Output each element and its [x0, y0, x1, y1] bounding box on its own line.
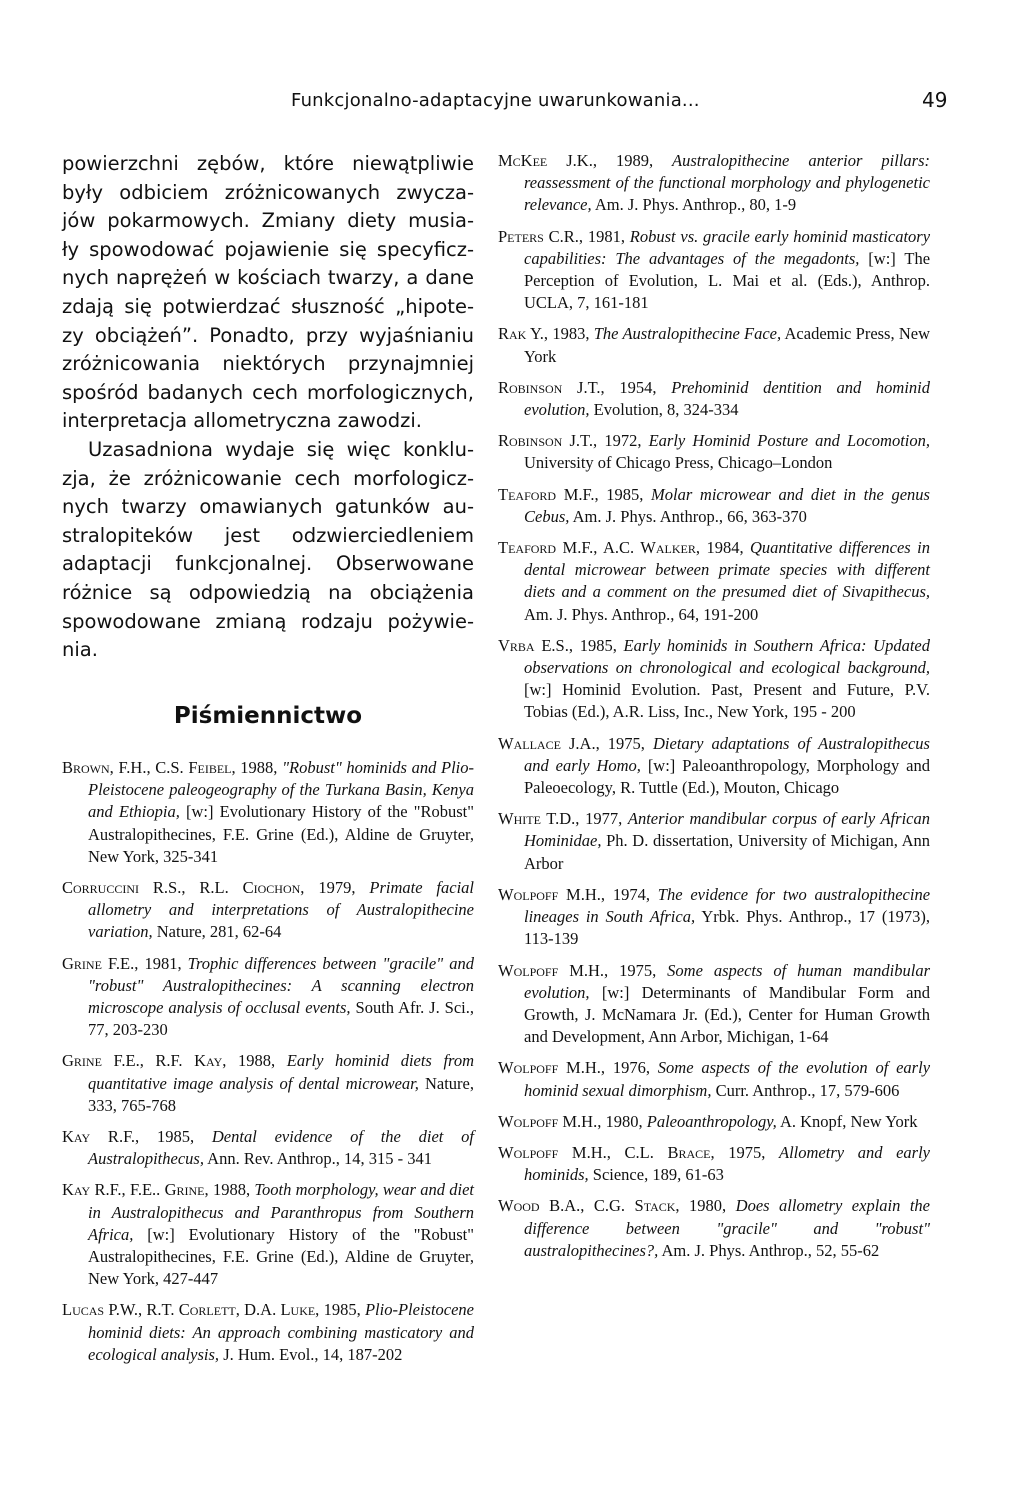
text-line: nych naprężeń w kościach twarzy, a dane — [62, 266, 474, 290]
reference-entry — [498, 960, 930, 1049]
reference-year: 1977, — [585, 809, 623, 829]
reference-title: Some aspects of human mandibular evolution, — [524, 960, 930, 1002]
reference-entry — [498, 1195, 930, 1262]
reference-year: 1985, — [606, 484, 644, 504]
reference-authors: White T.D., — [498, 809, 580, 829]
reference-source: [w:] Determinants of Mandibular Form and Growth, J. McNamara Jr. (Ed.), Center for Human Growth and Development, Ann Arbor, Michigan, 1-64 — [524, 982, 930, 1047]
text-line: zdają się potwierdzać słuszność „hipote- — [62, 294, 474, 318]
reference-source: [w:] The Perception of Evolution, L. Mai et al. (Eds.), Anthrop. UCLA, 7, 161-181 — [524, 248, 931, 313]
reference-title: Australopithecine anterior pillars: reassessment of the functional morphology and phylogenetic relevance, — [524, 151, 930, 215]
reference-authors: Grine F.E., R.F. Kay, — [62, 1051, 227, 1071]
reference-year: 1985, — [323, 1300, 361, 1320]
text-line: powierzchni zębów, które niewątpliwie — [62, 152, 474, 175]
running-title: Funkcjonalno-adaptacyjne uwarunkowania... — [291, 90, 700, 111]
reference-source: Am. J. Phys. Anthrop., 80, 1-9 — [594, 195, 797, 215]
reference-title: Allometry and early hominids, — [524, 1142, 931, 1185]
reference-entry — [498, 484, 930, 528]
reference-year: 1972, — [604, 431, 642, 451]
reference-entry — [498, 150, 930, 217]
reference-source: Science, 189, 61-63 — [592, 1165, 724, 1185]
reference-year: 1975, — [619, 960, 657, 980]
reference-authors: Kay R.F., F.E.. Grine, — [62, 1180, 209, 1200]
text-line: zy obciążeń”. Ponadto, przy wyjaśnianiu — [62, 323, 474, 347]
reference-entry — [62, 1179, 474, 1290]
reference-title: Plio-Pleistocene hominid diets: An approach combining masticatory and ecological analysis, — [88, 1300, 475, 1364]
reference-source: Ph. D. dissertation, University of Michigan, Ann Arbor — [524, 831, 930, 873]
reference-authors: Rak Y., — [498, 324, 549, 344]
reference-title: Quantitative differences in dental microwear between primate species with different diets and a comment on the presumed diet of Sivapithecus, — [524, 538, 930, 602]
reference-source: [w:] Evolutionary History of the "Robust" Australopithecines, F.E. Grine (Ed.), Aldine de Gruyter, New York, 325-341 — [88, 802, 475, 866]
reference-title: Early hominids in Southern Africa: Updated observations on chronological and ecological background, — [524, 635, 931, 678]
references-right-column — [498, 150, 930, 1271]
reference-entry — [498, 884, 930, 951]
reference-title: The Australopithecine Face, — [593, 324, 782, 344]
reference-year: 1985, — [579, 635, 617, 655]
reference-year: 1988, — [212, 1180, 251, 1200]
reference-authors: Wolpoff M.H., C.L. Brace, — [498, 1142, 715, 1162]
reference-entry — [498, 733, 930, 800]
reference-entry — [498, 1057, 930, 1101]
reference-entry — [62, 953, 474, 1042]
reference-authors: Teaford M.F., A.C. Walker, — [498, 538, 700, 558]
reference-year: 1983, — [552, 324, 590, 344]
reference-authors: Wolpoff M.H., — [498, 1058, 606, 1078]
page-number: 49 — [922, 88, 948, 112]
reference-source: [w:] Evolutionary History of the "Robust" Australopithecines, F.E. Grine (Ed.), Aldine de Gruyter, New York, 427-447 — [88, 1224, 474, 1289]
reference-authors: Peters C.R., — [498, 226, 584, 246]
reference-authors: Brown, F.H., C.S. Feibel, — [62, 758, 236, 777]
reference-title: Molar microwear and diet in the genus Cebus, — [524, 484, 930, 526]
reference-source: Nature, 333, 765-768 — [88, 1073, 475, 1115]
reference-title: Tooth morphology, wear and diet in Australopithecus and Paranthropus from Southern Africa, — [88, 1180, 475, 1244]
reference-title: Early Hominid Posture and Locomotion, — [648, 431, 931, 451]
reference-entry — [498, 323, 930, 367]
text-line: nia. — [62, 638, 98, 662]
text-line: stralopiteków jest odzwierciedleniem — [62, 523, 474, 547]
reference-year: 1989, — [615, 151, 654, 170]
reference-source: University of Chicago Press, Chicago–London — [524, 453, 833, 473]
reference-authors: Wolpoff M.H., — [498, 884, 606, 904]
text-line: Uzasadniona wydaje się więc konklu- — [88, 437, 474, 461]
reference-title: Dietary adaptations of Australopithecus and early Homo, — [524, 733, 930, 775]
reference-title: Early hominid diets from quantitative image analysis of dental microwear, — [88, 1051, 475, 1093]
text-line: nych twarzy omawianych gatunków au- — [62, 495, 474, 519]
reference-year: 1979, — [318, 878, 356, 898]
reference-authors: Wallace J.A., — [498, 733, 600, 753]
reference-authors: Wolpoff M.H., — [498, 1111, 602, 1131]
reference-year: 1988, — [238, 1051, 276, 1071]
reference-source: Am. J. Phys. Anthrop., 66, 363-370 — [572, 506, 807, 526]
reference-authors: Robinson J.T., — [498, 431, 598, 451]
text-line: były odbiciem zróżnicowanych zwycza- — [62, 180, 474, 204]
reference-year: 1974, — [612, 884, 650, 904]
reference-entry — [62, 1050, 474, 1117]
reference-source: Evolution, 8, 324-334 — [593, 400, 739, 420]
text-line: zja, że zróżnicowanie cech morfologicz- — [62, 466, 474, 490]
reference-source: Academic Press, New York — [524, 324, 931, 366]
reference-year: 1981, — [144, 953, 182, 973]
reference-source: A. Knopf, New York — [779, 1111, 918, 1131]
reference-authors: Vrba E.S., — [498, 635, 573, 655]
reference-authors: Robinson J.T., — [498, 377, 605, 397]
reference-title: "Robust" hominids and Plio-Pleistocene paleogeography of the Turkana Basin, Kenya and Ethiopia, — [88, 758, 474, 822]
section-title: Piśmiennictwo — [173, 703, 363, 729]
reference-source: Am. J. Phys. Anthrop., 52, 55-62 — [661, 1240, 880, 1260]
reference-entry — [62, 1299, 474, 1366]
reference-source: Ann. Rev. Anthrop., 14, 315 - 341 — [207, 1149, 433, 1169]
reference-title: Robust vs. gracile early hominid masticatory capabilities: The advantages of the megadonts, — [524, 226, 931, 268]
reference-authors: Grine F.E., — [62, 953, 139, 973]
reference-title: Does allometry explain the difference between "gracile" and "robust" australopithecines?, — [524, 1196, 931, 1260]
reference-entry — [498, 1111, 930, 1133]
reference-authors: Kay R.F., — [62, 1127, 140, 1147]
reference-entry — [498, 537, 930, 626]
reference-title: Anterior mandibular corpus of early African Hominidae, — [524, 809, 931, 851]
reference-title: Dental evidence of the diet of Australopithecus, — [88, 1127, 475, 1169]
reference-title: The evidence for two australopithecine lineages in South Africa, — [524, 884, 931, 927]
reference-source: Curr. Anthrop., 17, 579-606 — [715, 1080, 900, 1100]
reference-entry — [498, 635, 930, 724]
reference-source: [w:] Hominid Evolution. Past, Present and Future, P.V. Tobias (Ed.), A.R. Liss, Inc., New York, 195 - 200 — [524, 680, 930, 722]
reference-title: Some aspects of the evolution of early hominid sexual dimorphism, — [524, 1058, 931, 1100]
reference-year: 1980, — [605, 1111, 643, 1131]
reference-source: Am. J. Phys. Anthrop., 64, 191-200 — [524, 604, 759, 624]
body-paragraph-1 — [62, 150, 474, 436]
reference-entry — [498, 226, 930, 315]
reference-year: 1976, — [612, 1058, 650, 1078]
reference-authors: Lucas P.W., R.T. Corlett, D.A. Luke, — [62, 1300, 320, 1320]
reference-title: Paleoanthropology, — [646, 1111, 777, 1131]
reference-year: 1975, — [607, 733, 645, 753]
reference-year: 1984, — [706, 538, 744, 558]
text-line: zróżnicowania niektórych przynajmniej — [62, 352, 474, 376]
reference-title: Trophic differences between "gracile" and "robust" Australopithecines: A scanning electron microscope analysis of occlusal events, — [88, 953, 474, 1018]
reference-title: Prehominid dentition and hominid evolution, — [524, 377, 931, 420]
reference-entry — [62, 757, 474, 868]
reference-year: 1981, — [587, 226, 625, 246]
reference-authors: Wolpoff M.H., — [498, 960, 609, 980]
reference-source: South Afr. J. Sci., 77, 203-230 — [88, 998, 474, 1040]
text-line: spowodowane zmianą rodzaju pożywie- — [62, 609, 474, 633]
reference-entry — [498, 808, 930, 875]
text-line: spośród badanych cech morfologicznych, — [62, 380, 474, 404]
reference-entry — [498, 377, 930, 421]
text-line: jów pokarmowych. Zmiany diety musia- — [62, 209, 474, 233]
reference-year: 1954, — [619, 377, 657, 397]
reference-source: Yrbk. Phys. Anthrop., 17 (1973), 113-139 — [524, 907, 931, 949]
references-left-column — [62, 757, 474, 1375]
reference-authors: Wood B.A., C.G. Stack, — [498, 1196, 680, 1216]
text-line: adaptacji funkcjonalnej. Obserwowane — [62, 552, 474, 576]
reference-year: 1985, — [156, 1127, 195, 1147]
reference-year: 1975, — [728, 1142, 766, 1162]
reference-source: Nature, 281, 62-64 — [156, 922, 282, 942]
main-text-column — [62, 150, 474, 665]
reference-entry — [62, 877, 474, 944]
text-line: interpretacja allometryczna zawodzi. — [62, 409, 422, 433]
reference-title: Primate facial allometry and interpretations of Australopithecine variation, — [88, 878, 474, 942]
reference-year: 1980, — [689, 1196, 727, 1216]
text-line: różnice są odpowiedzią na obciążenia — [62, 580, 474, 604]
reference-authors: Corruccini R.S., R.L. Ciochon, — [62, 878, 305, 898]
reference-entry — [62, 1126, 474, 1170]
reference-entry — [498, 430, 930, 474]
reference-authors: Teaford M.F., — [498, 484, 599, 504]
reference-source: [w:] Paleoanthropology, Morphology and Paleoecology, R. Tuttle (Ed.), Mouton, Chicago — [524, 755, 931, 798]
reference-authors: McKee J.K., — [498, 151, 597, 170]
body-paragraph-2 — [62, 436, 474, 665]
reference-source: J. Hum. Evol., 14, 187-202 — [223, 1344, 403, 1364]
reference-entry — [498, 1142, 930, 1186]
reference-year: 1988, — [240, 758, 278, 777]
text-line: ły spowodować pojawienie się specyficz- — [62, 237, 474, 261]
